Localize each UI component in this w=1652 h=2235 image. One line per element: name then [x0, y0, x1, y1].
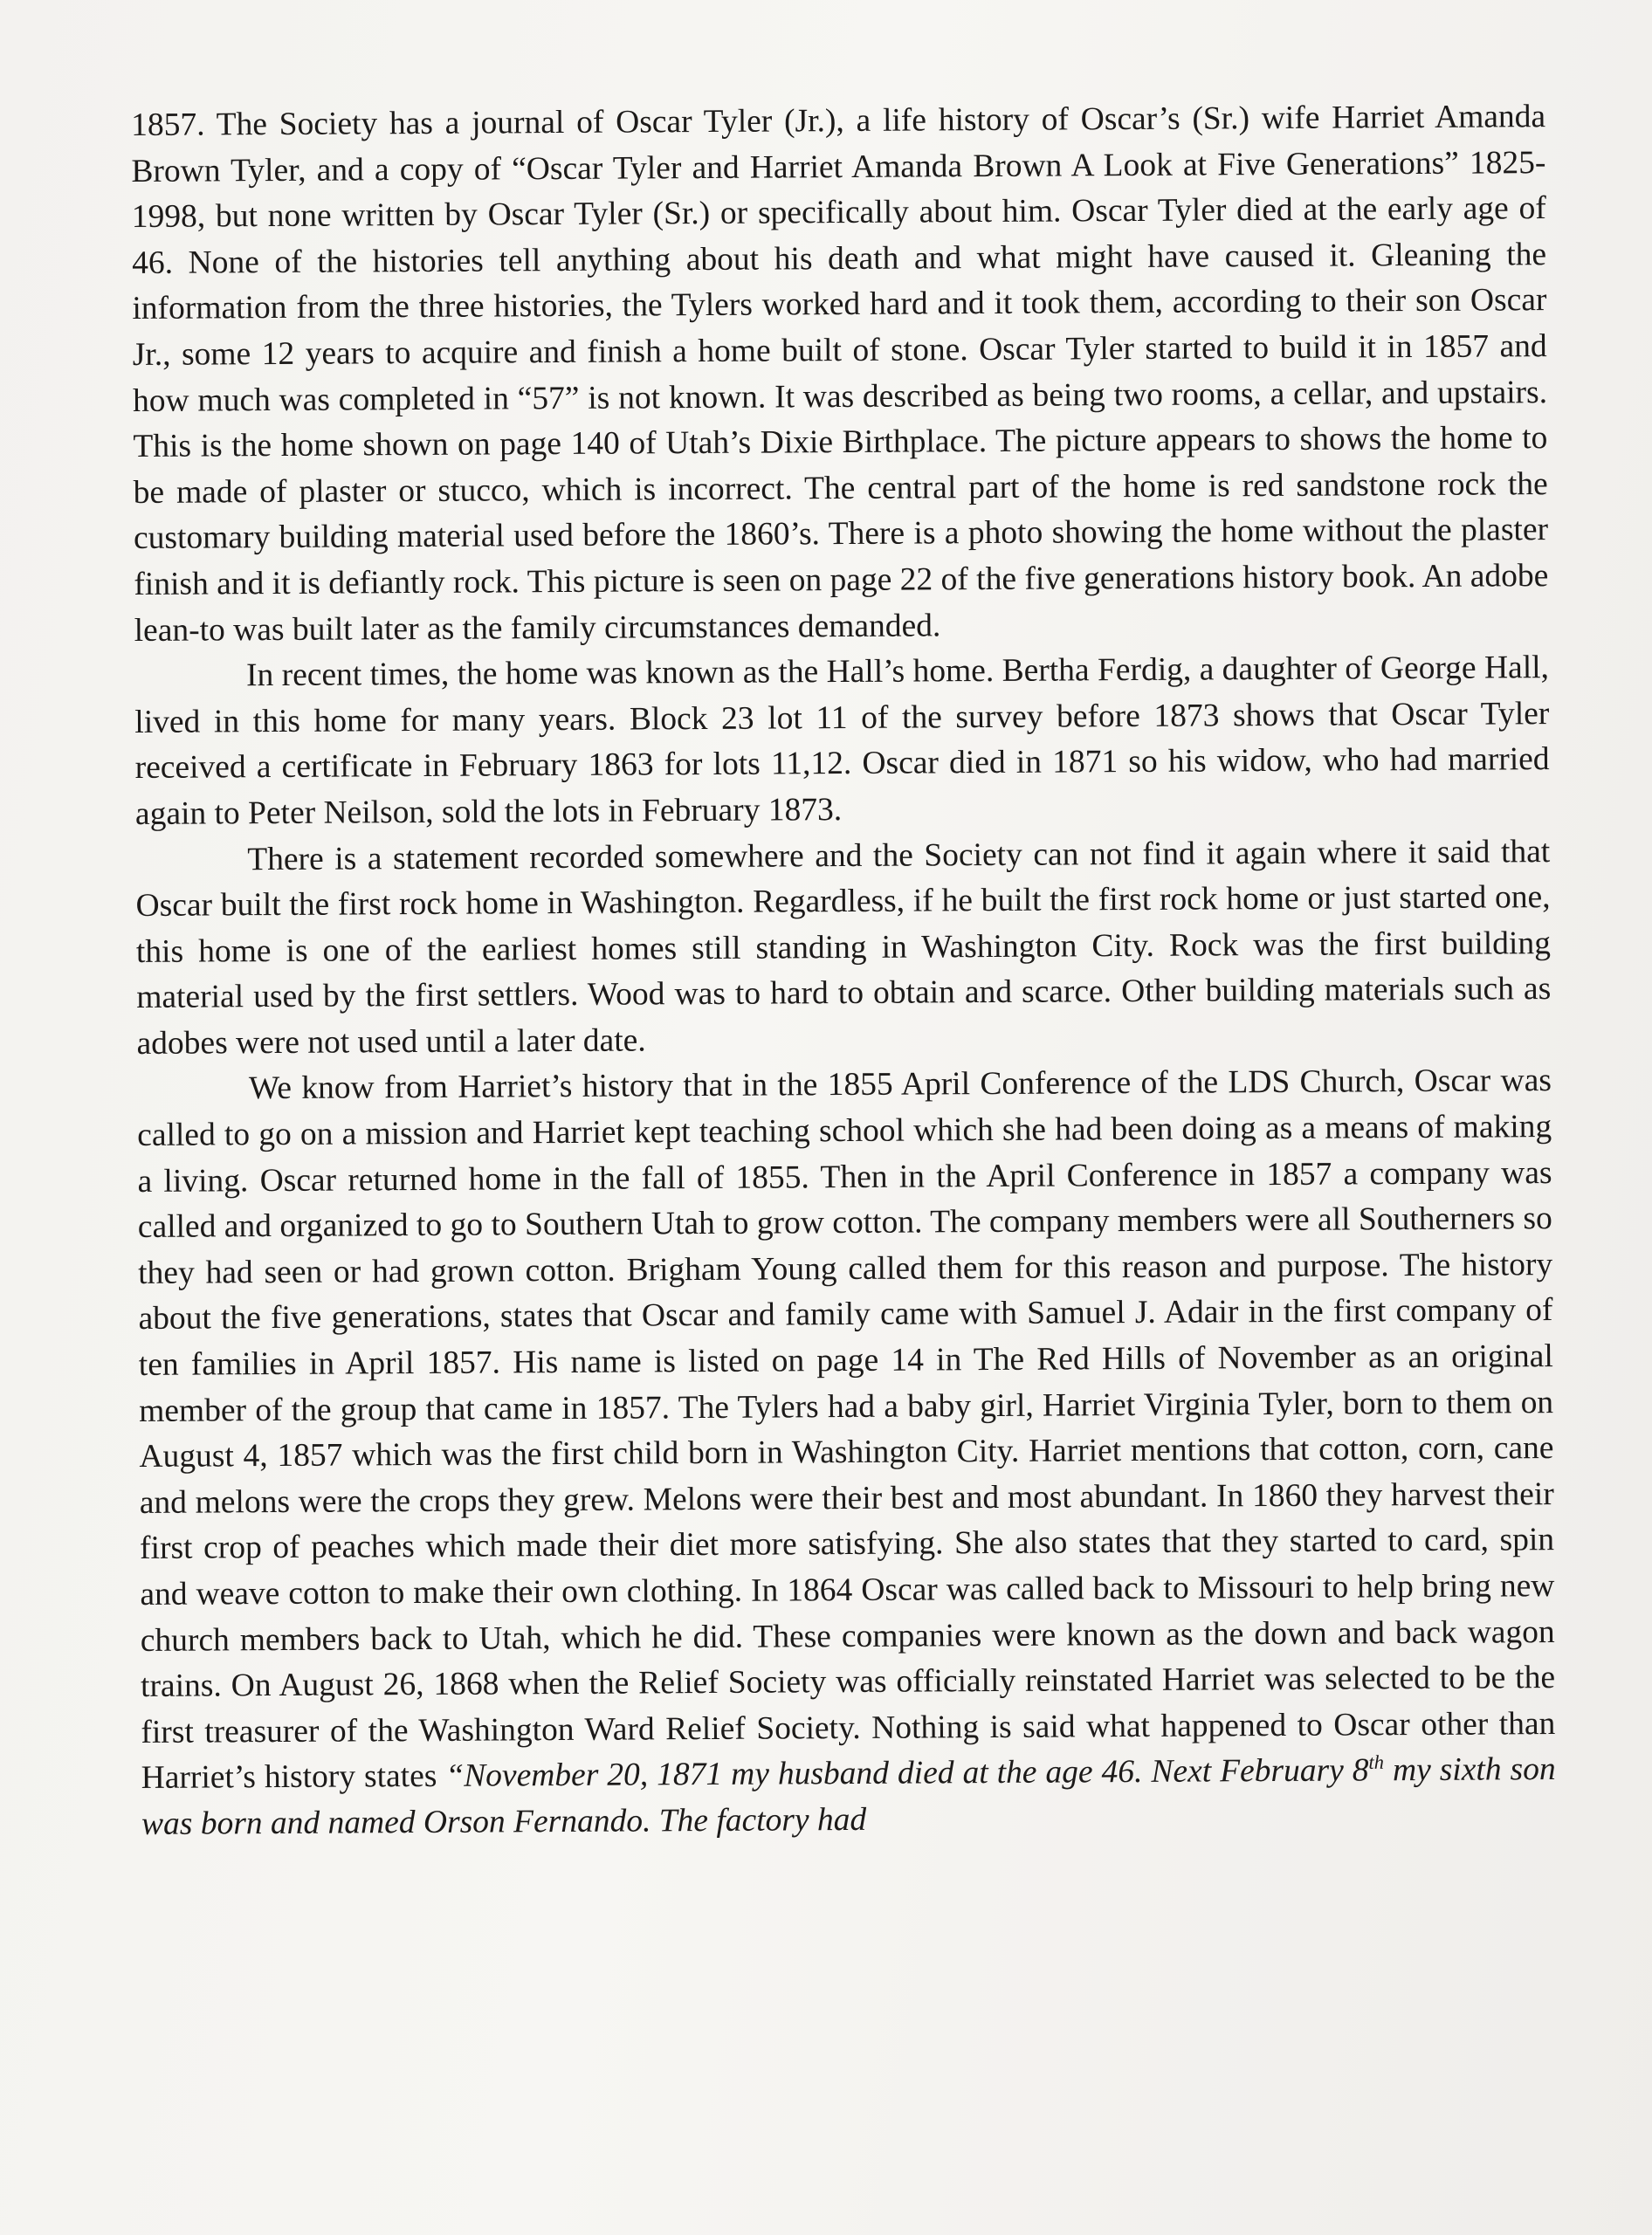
harriet-quote-start: “November 20, 1871 my husband died at the age 46. Next February 8 [445, 1752, 1369, 1795]
harriet-quote-end: my sixth son was born and named Orson Fernando. The factory had [141, 1751, 1556, 1842]
ordinal-superscript: th [1368, 1751, 1385, 1774]
paragraph-harriet-history-text: We know from Harriet’s history that in the 1855 April Conference of the LDS Church, Oscar was called to go on a mission and Harriet kept teaching school which she had been doing as a means of making a living. Oscar returned home in the fall of 1855. Then in the April Conference in 1857 a company was called and organized to go to Southern Utah to grow cotton. The company members were all Southerners so they had seen or had grown cotton. Brigham Young called them for this reason and purpose. The history about the five generations, states that Oscar and family came with Samuel J. Adair in the first company of ten families in April 1857. His name is listed on page 14 in The Red Hills of November as an original member of the group that came in 1857. The Tylers had a baby girl, Harriet Virginia Tyler, born to them on August 4, 1857 which was the first child born in Washington City. Harriet mentions that cotton, corn, cane and melons were the crops they grew. Melons were their best and most abundant. In 1860 they harvest their first crop of peaches which made their diet more satisfying. She also states that they started to card, spin and weave cotton to make their own clothing. In 1864 Oscar was called back to Missouri to help bring new church members back to Utah, which he did. These companies were known as the down and back wagon trains. On August 26, 1868 when the Relief Society was officially reinstated Harriet was selected to be the first treasurer of the Washington Ward Relief Society. Nothing is said what happened to Oscar other than Harriet’s history states [137, 1062, 1556, 1797]
body-text [131, 94, 1556, 1847]
paragraph-harriet-history [137, 1059, 1556, 1848]
paragraph-first-rock-home: There is a statement recorded somewhere and the Society can not find it again where it said that Oscar built the first rock home in Washington. Regardless, if he built the first rock home or just started one, this home is one of the earliest homes still standing in Washington City. Rock was the first building material used by the first settlers. Wood was to hard to obtain and scarce. Other building materials such as adobes were not used until a later date. [135, 833, 1552, 1062]
paragraph-halls-home: In recent times, the home was known as the Hall’s home. Bertha Ferdig, a daughter of George Hall, lived in this home for many years. Block 23 lot 11 of the survey before 1873 shows that Oscar Tyler received a certificate in February 1863 for lots 11,12. Oscar died in 1871 so his widow, who had married again to Peter Neilson, sold the lots in February 1873. [134, 650, 1550, 832]
paragraph-tyler-histories: 1857. The Society has a journal of Oscar Tyler (Jr.), a life history of Oscar’s (Sr.) wife Harriet Amanda Brown Tyler, and a copy of “Oscar Tyler and Harriet Amanda Brown A Look at Five Generations” 1825-1998, but none written by Oscar Tyler (Sr.) or specifically about him. Oscar Tyler died at the early age of 46. None of the histories tell anything about his death and what might have caused it. Gleaning the information from the three histories, the Tylers worked hard and it took them, according to their son Oscar Jr., some 12 years to acquire and finish a home built of stone. Oscar Tyler started to build it in 1857 and how much was completed in “57” is not known. It was described as being two rooms, a cellar, and upstairs. This is the home shown on page 140 of Utah’s Dixie Birthplace. The picture appears to shows the home to be made of plaster or stucco, which is incorrect. The central part of the home is red sandstone rock the customary building material used before the 1860’s. There is a photo showing the home without the plaster finish and it is defiantly rock. This picture is seen on page 22 of the five generations history book. An adobe lean-to was built later as the family circumstances demanded. [131, 99, 1549, 649]
